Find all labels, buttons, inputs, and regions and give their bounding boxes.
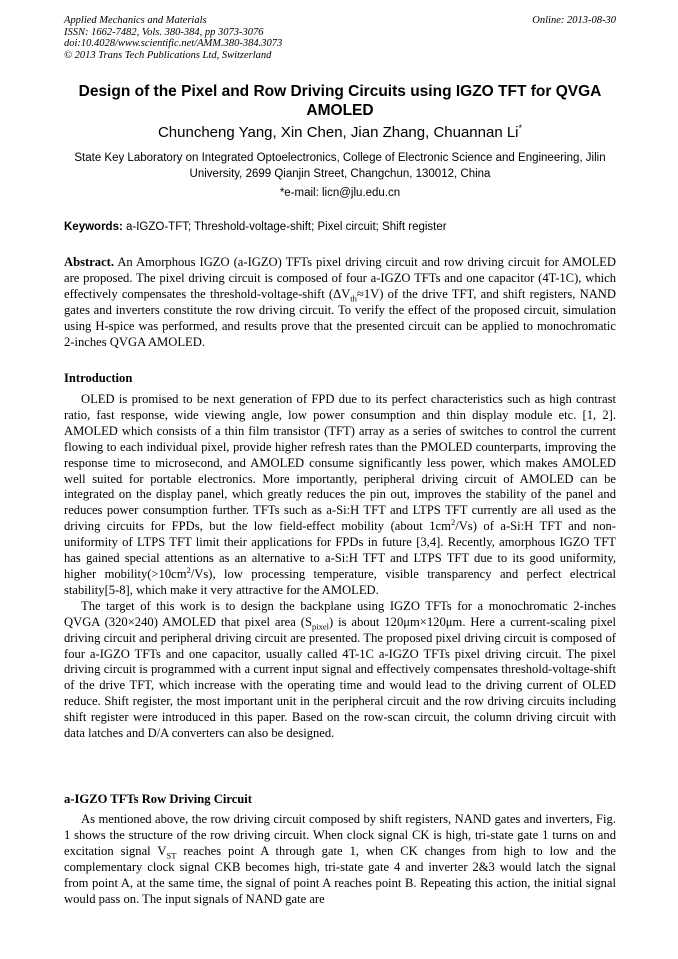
keywords-text: a-IGZO-TFT; Threshold-voltage-shift; Pixel circuit; Shift register [126, 221, 447, 233]
intro-p2-part-a: The target of this work is to design the backplane using IGZO TFTs for a monochromatic 2-inches QVGA (320×240) AMOLED that pixel area (S [64, 598, 616, 629]
introduction-body [64, 392, 616, 742]
journal-name: Applied Mechanics and Materials [64, 15, 207, 26]
keywords-line [64, 220, 616, 234]
corresponding-author-mark: * [518, 123, 523, 133]
paper-title: Design of the Pixel and Row Driving Circuits using IGZO TFT for QVGA AMOLED [78, 83, 602, 119]
row-driving-body [64, 812, 616, 907]
row-driving-heading: a-IGZO TFTs Row Driving Circuit [64, 792, 252, 806]
abstract-text-part-1: An Amorphous IGZO (a-IGZO) TFTs pixel driving circuit and row driving circuit for AMOLED are proposed. The pixel driving circuit is composed of four a-IGZO TFTs and one capacitor (4T-1C), which effectively compensates the threshold-voltage-shift (ΔV [64, 255, 616, 301]
intro-p1-sup-a: 2 [450, 517, 456, 528]
affiliation: State Key Laboratory on Integrated Optoelectronics, College of Electronic Science and Engineering, Jilin University, 2699 Qianjin Street, Changchun, 130012, China [74, 152, 606, 180]
introduction-heading: Introduction [64, 371, 133, 385]
intro-paragraph-2 [64, 599, 616, 742]
abstract [64, 255, 616, 350]
journal-header [64, 15, 616, 61]
author-list [64, 124, 616, 142]
row-paragraph-1 [64, 812, 616, 907]
intro-p2-part-b: ) is about 120μm×120μm. Here a current-scaling pixel driving circuit and peripheral driving circuit are presented. The proposed pixel driving circuit is composed of four a-IGZO TFTs and one capacitor, usually called 4T-1C a-IGZO TFTs pixel driving circuit. The pixel driving circuit is programmed with a current input signal and effectively compensates threshold-voltage-shift of the drive TFT, which increase with the operating time and would lead to the driving current of OLED reduce. Shift register, the most important unit in the peripheral circuit and the row driving circuits including shift register were introduced in this paper. Based on the row-scan circuit, the column driving circuit with data latches and D/A converters can also be designed. [64, 614, 616, 741]
row-p1-sub-st: ST [166, 850, 177, 861]
row-p1-part-b: reaches point A through gate 1, when CK changes from high to low and the complementary clock signal CKB becomes high, tri-state gate 4 and inverter 2&3 would latch the signal from point A, at the same time, the signal of point A reaches point B. Repeating this action, the initial signal would pass on. The input signals of NAND gate are [64, 843, 616, 906]
keywords-label: Keywords: [64, 221, 123, 233]
intro-p1-part-a: OLED is promised to be next generation of FPD due to its perfect characteristics such as high contrast ratio, fast response, wide viewing angle, low power consumption and thin display module etc. [1, 2]. AMOLED which consists of a thin film transistor (TFT) array as a series of switches to control the current flowing to each individual pixel, provide higher refresh rates than the PMOLED counterparts, improving the response time to microsecond, and AMOLED consume significantly less power, which makes AMOLED well suited for portable electronics. More importantly, peripheral driving circuit of AMOLED can be integrated on the display panel, which greatly reduces the pin out, improves the stability of the panel and reduces power consumption further. TFTs such as a-Si:H TFT and LTPS TFT currently are all used as the driving circuits for FPDs, but the low field-effect mobility (about 1cm [64, 392, 616, 534]
online-date: Online: 2013-08-30 [532, 15, 616, 26]
intro-p1-sup-b: 2 [186, 564, 191, 575]
intro-p1-part-c: /Vs), low processing temperature, visible transparency and perfect electrical stability[5-8], which make it very attractive for the AMOLED. [64, 566, 617, 597]
abstract-label: Abstract. [64, 255, 115, 269]
intro-p1-part-b: /Vs) of a-Si:H TFT and non-uniformity of LTPS TFT limit their applications for FPDs in future [3,4]. Recently, amorphous IGZO TFT has gained special attentions as an alternative to a-Si:H TFT and LTPS TFT due to its good uniformity, higher mobility(>10cm [64, 519, 616, 581]
copyright-line: © 2013 Trans Tech Publications Ltd, Switzerland [64, 49, 272, 61]
intro-paragraph-1 [64, 392, 616, 599]
author-names: Chuncheng Yang, Xin Chen, Jian Zhang, Chuannan Li [157, 124, 519, 141]
contact-email: *e-mail: licn@jlu.edu.cn [279, 187, 401, 199]
row-p1-part-a: As mentioned above, the row driving circuit composed by shift registers, NAND gates and inverters, Fig. 1 shows the structure of the row driving circuit. When clock signal CK is high, tri-state gate 1 turns on and excitation signal V [64, 812, 616, 858]
issn-line: ISSN: 1662-7482, Vols. 380-384, pp 3073-3076 [64, 26, 264, 38]
intro-p2-sub-pixel: pixel [311, 621, 329, 632]
abstract-text-part-2: ≈1V) of the drive TFT, and shift registers, NAND gates and inverters constitute the row driving circuit. To verify the effect of the proposed circuit, simulation using H-spice was performed, and results prove that the presented circuit can be applied to monochromatic 2-inches QVGA AMOLED. [64, 286, 616, 349]
abstract-subscript-th: th [350, 293, 357, 304]
doi-line: doi:10.4028/www.scientific.net/AMM.380-384.3073 [64, 38, 283, 49]
